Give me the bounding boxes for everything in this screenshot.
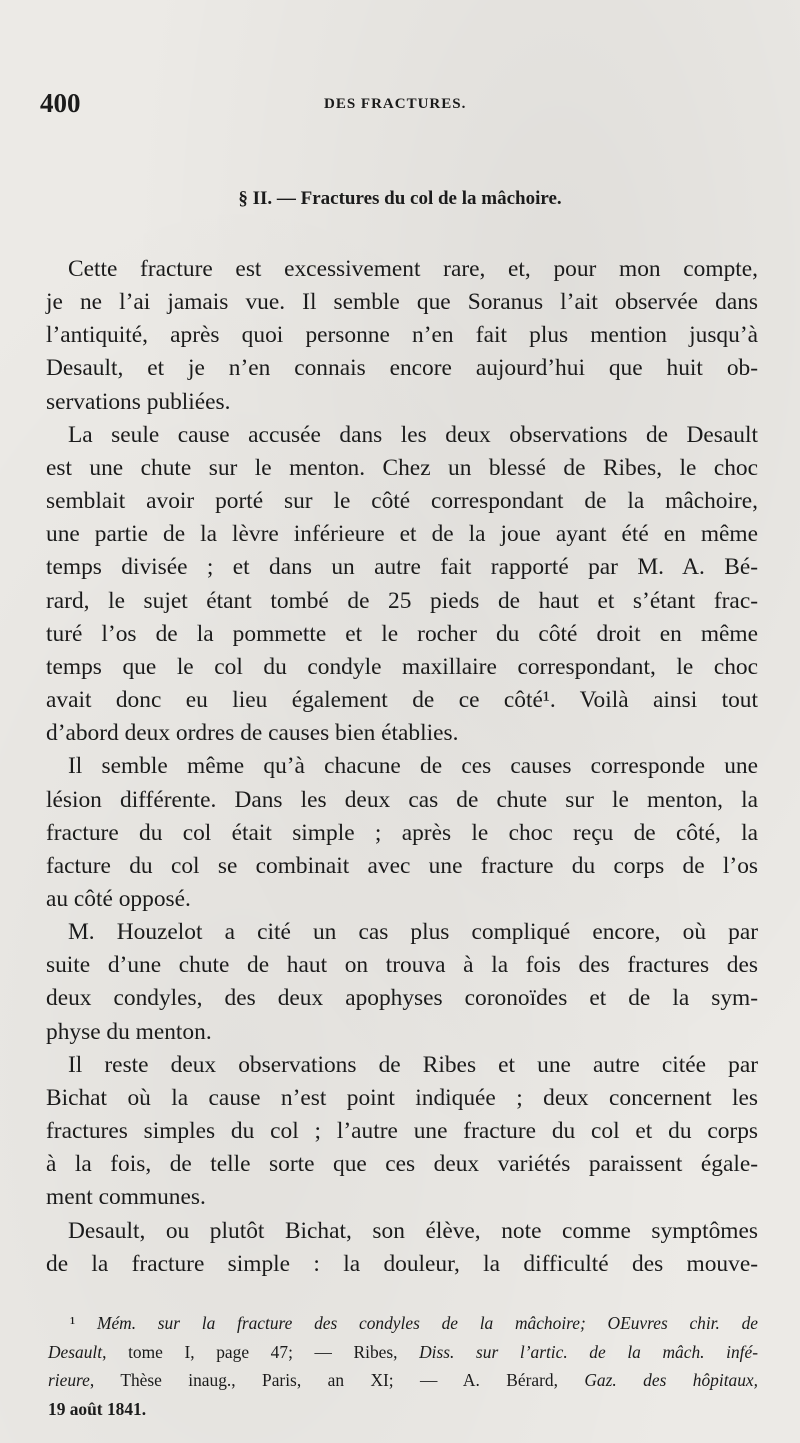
text-line: temps que le col du condyle maxillaire correspondant, le choc <box>46 653 758 680</box>
text-line: lésion différente. Dans les deux cas de chute sur le menton, la <box>46 786 758 813</box>
text-line: l’antiquité, après quoi personne n’en fait plus mention jusqu’à <box>46 322 758 349</box>
footnotes <box>48 1309 758 1423</box>
footnote-mark: ¹ <box>70 1313 97 1333</box>
text-line: Desault, et je n’en connais encore aujourd’hui que huit ob- <box>46 355 758 382</box>
text-line: suite d’une chute de haut on trouva à la fois des fractures des <box>46 952 758 979</box>
footnote-line <box>48 1338 758 1367</box>
text-line: est une chute sur le menton. Chez un blessé de Ribes, le choc <box>46 454 758 481</box>
footnote-text: Diss. sur l’artic. de la mâch. infé- <box>419 1341 758 1362</box>
body-text <box>46 253 758 1281</box>
text-line: temps divisée ; et dans un autre fait rapporté par M. A. Bé- <box>46 554 758 581</box>
text-line: Il semble même qu’à chacune de ces causes corresponde une <box>68 753 758 780</box>
footnote-line <box>48 1395 758 1424</box>
page-number: 400 <box>40 88 81 118</box>
page-header <box>40 88 760 128</box>
text-line: Il reste deux observations de Ribes et une autre citée par <box>68 1051 758 1078</box>
running-head: DES FRACTURES. <box>324 96 467 112</box>
text-line: Bichat où la cause n’est point indiquée ; deux concernent les <box>46 1084 758 1111</box>
text-line: je ne l’ai jamais vue. Il semble que Soranus l’ait observée dans <box>46 289 758 316</box>
footnote-text: Mém. sur la fracture des condyles de la mâchoire; OEuvres chir. de <box>96 1313 759 1333</box>
text-line: servations publiées. <box>46 388 231 415</box>
text-line: turé l’os de la pommette et le rocher du côté droit en même <box>46 620 758 647</box>
text-line: rard, le sujet étant tombé de 25 pieds de haut et s’étant frac- <box>46 587 758 614</box>
text-line: facture du col se combinait avec une fracture du corps de l’os <box>46 852 758 879</box>
text-line: une partie de la lèvre inférieure et de la joue ayant été en même <box>46 521 758 548</box>
footnote-text: Gaz. des hôpitaux, <box>584 1370 758 1390</box>
footnote-text: rieure <box>48 1370 90 1390</box>
footnote-line <box>48 1366 758 1395</box>
text-line: deux condyles, des deux apophyses coronoïdes et de la sym- <box>46 985 758 1012</box>
text-line: La seule cause accusée dans les deux observations de Desault <box>68 421 758 448</box>
text-line: au côté opposé. <box>46 885 191 912</box>
text-line: d’abord deux ordres de causes bien établies. <box>46 720 459 747</box>
footnote-text: Desault <box>48 1341 103 1362</box>
text-line: avait donc eu lieu également de ce côté¹. Voilà ainsi tout <box>46 687 758 714</box>
text-line: Desault, ou plutôt Bichat, son élève, note comme symptômes <box>68 1217 758 1244</box>
text-line: fracture du col était simple ; après le choc reçu de côté, la <box>46 819 758 846</box>
footnote-text: , tome I, page 47; — Ribes, <box>102 1341 420 1362</box>
section-title: § II. — Fractures du col de la mâchoire. <box>238 188 562 209</box>
text-line: fractures simples du col ; l’autre une fracture du col et du corps <box>46 1118 758 1145</box>
footnote-text: 19 août 1841. <box>48 1398 147 1419</box>
text-line: de la fracture simple : la douleur, la difficulté des mouve- <box>46 1250 758 1277</box>
text-line: semblait avoir porté sur le côté correspondant de la mâchoire, <box>46 488 758 515</box>
text-line: M. Houzelot a cité un cas plus compliqué encore, où par <box>68 919 758 946</box>
text-line: physe du menton. <box>46 1018 212 1045</box>
footnote-line <box>48 1309 758 1338</box>
text-line: à la fois, de telle sorte que ces deux variétés paraissent égale- <box>46 1151 758 1178</box>
text-line: Cette fracture est excessivement rare, et, pour mon compte, <box>68 256 758 282</box>
footnote-text: , Thèse inaug., Paris, an XI; — A. Bérard, <box>89 1370 585 1390</box>
text-line: ment communes. <box>46 1184 206 1211</box>
